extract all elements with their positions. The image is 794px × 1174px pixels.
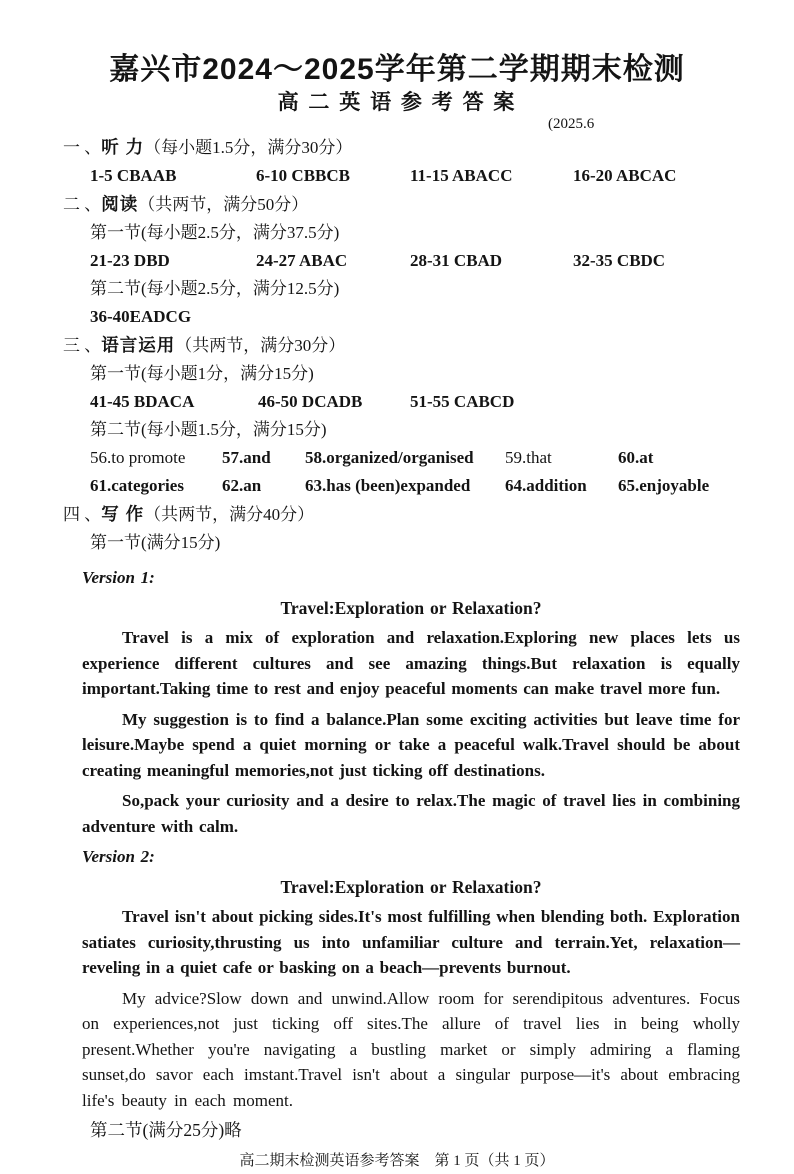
answer-row-fill-61-65 — [90, 472, 794, 500]
answer-item: 56.to promote — [90, 448, 186, 467]
section-name: 语言运用 — [101, 335, 176, 355]
answer-row-reading-part1 — [90, 247, 794, 275]
language-part2-note: 第二节(每小题1.5分，满分15分) — [90, 420, 327, 439]
answer-item: 58.organized/organised — [305, 448, 474, 467]
writing-part1-note: 第一节(满分15分) — [90, 533, 221, 552]
answer-item: 65.enjoyable — [618, 476, 710, 495]
answer-key — [0, 133, 794, 557]
answer-group: 24-27 ABAC — [256, 251, 348, 270]
version-label: Version 2: — [82, 847, 155, 866]
section-heading-writing — [63, 500, 794, 529]
reading-part2-note: 第二节(每小题2.5分，满分12.5分) — [90, 279, 340, 298]
answer-group: 41-45 BDACA — [90, 392, 195, 411]
answer-row-reading-part2: 36-40EADCG — [90, 307, 192, 326]
section-heading-language-use — [63, 331, 794, 360]
section-name: 写 作 — [101, 504, 145, 524]
answer-item: 63.has (been)expanded — [305, 476, 471, 495]
writing-part2-note: 第二节(满分25分)略 — [90, 1120, 242, 1140]
answer-item: 60.at — [618, 448, 654, 467]
version-label: Version 1: — [82, 568, 155, 587]
page-footer: 高二期末检测英语参考答案 第 1 页（共 1 页） — [239, 1153, 555, 1169]
section-score-note: （共两节，满分50分） — [138, 195, 309, 214]
answer-group: 28-31 CBAD — [410, 251, 503, 270]
essay-paragraph: My suggestion is to find a balance.Plan some exciting activities but leave time for leisure.Maybe spend a quiet morning or take a peaceful walk.Travel should be about creating meaningful memories,not just ticking off destinations. — [82, 709, 740, 780]
answer-group: 46-50 DCADB — [258, 392, 363, 411]
section-name: 听 力 — [101, 137, 145, 157]
section-score-note: （每小题1.5分，满分30分） — [144, 138, 353, 157]
section-number: 二 、 — [63, 195, 102, 214]
section-score-note: （共两节，满分30分） — [175, 336, 346, 355]
section-score-note: （共两节，满分40分） — [144, 505, 315, 524]
answer-group: 16-20 ABCAC — [573, 166, 677, 185]
answer-item: 57.and — [222, 448, 271, 467]
essay-title: Travel:Exploration or Relaxation? — [280, 876, 542, 897]
essay-paragraph: Travel is a mix of exploration and relaxation.Exploring new places lets us experience different cultures and see amazing things.But relaxation is equally important.Taking time to rest and enjoy peaceful moments can make travel more fun. — [82, 628, 740, 698]
answer-item: 61.categories — [90, 476, 184, 495]
essay-paragraph: Travel isn't about picking sides.It's most fulfilling when blending both. Exploration satiates curiosity,thrusting us into unfamiliar culture and terrain.Yet, relaxation—reveling in a quiet cafe or basking on a beach—prevents burnout. — [82, 907, 740, 977]
answer-group: 6-10 CBBCB — [256, 166, 350, 185]
answer-row-fill-56-60 — [90, 444, 794, 472]
section-name: 阅读 — [101, 194, 139, 214]
essay-title: Travel:Exploration or Relaxation? — [280, 597, 542, 618]
section-number: 一 、 — [63, 138, 102, 157]
answer-row-language-part1 — [90, 388, 794, 416]
section-number: 四 、 — [63, 505, 102, 524]
section-number: 三 、 — [63, 336, 102, 355]
reading-part1-note: 第一节(每小题2.5分，满分37.5分) — [90, 223, 340, 242]
sample-essays — [82, 565, 740, 1113]
answer-group: 1-5 CBAAB — [90, 166, 177, 185]
section-heading-listening — [63, 133, 794, 162]
page-title: 嘉兴市2024～2025学年第二学期期末检测 — [109, 53, 685, 86]
answer-item: 59.that — [505, 448, 552, 467]
section-heading-reading — [63, 190, 794, 219]
answer-row-listening — [90, 162, 794, 190]
answer-group: 32-35 CBDC — [573, 251, 666, 270]
language-part1-note: 第一节(每小题1分，满分15分) — [90, 364, 314, 383]
essay-paragraph: So,pack your curiosity and a desire to relax.The magic of travel lies in combining adventure with calm. — [82, 791, 740, 836]
answer-group: 51-55 CABCD — [410, 392, 515, 411]
answer-item: 64.addition — [505, 476, 587, 495]
exam-answer-sheet — [0, 52, 794, 1174]
essay-paragraph: My advice?Slow down and unwind.Allow room for serendipitous adventures. Focus on experiences,not just ticking off sites.The allure of travel lies in being wholly present.Whether you're navigating a bustling market or simply admiring a flaming sunset,do savor each imstant.Travel isn't about a singular purpose—it's about embracing life's beauty in each moment. — [82, 988, 740, 1110]
date-note: (2025.6 — [548, 116, 595, 132]
answer-group: 11-15 ABACC — [410, 166, 513, 185]
page-subtitle: 高 二 英 语 参 考 答 案 — [277, 91, 517, 114]
answer-item: 62.an — [222, 476, 262, 495]
answer-group: 21-23 DBD — [90, 251, 170, 270]
